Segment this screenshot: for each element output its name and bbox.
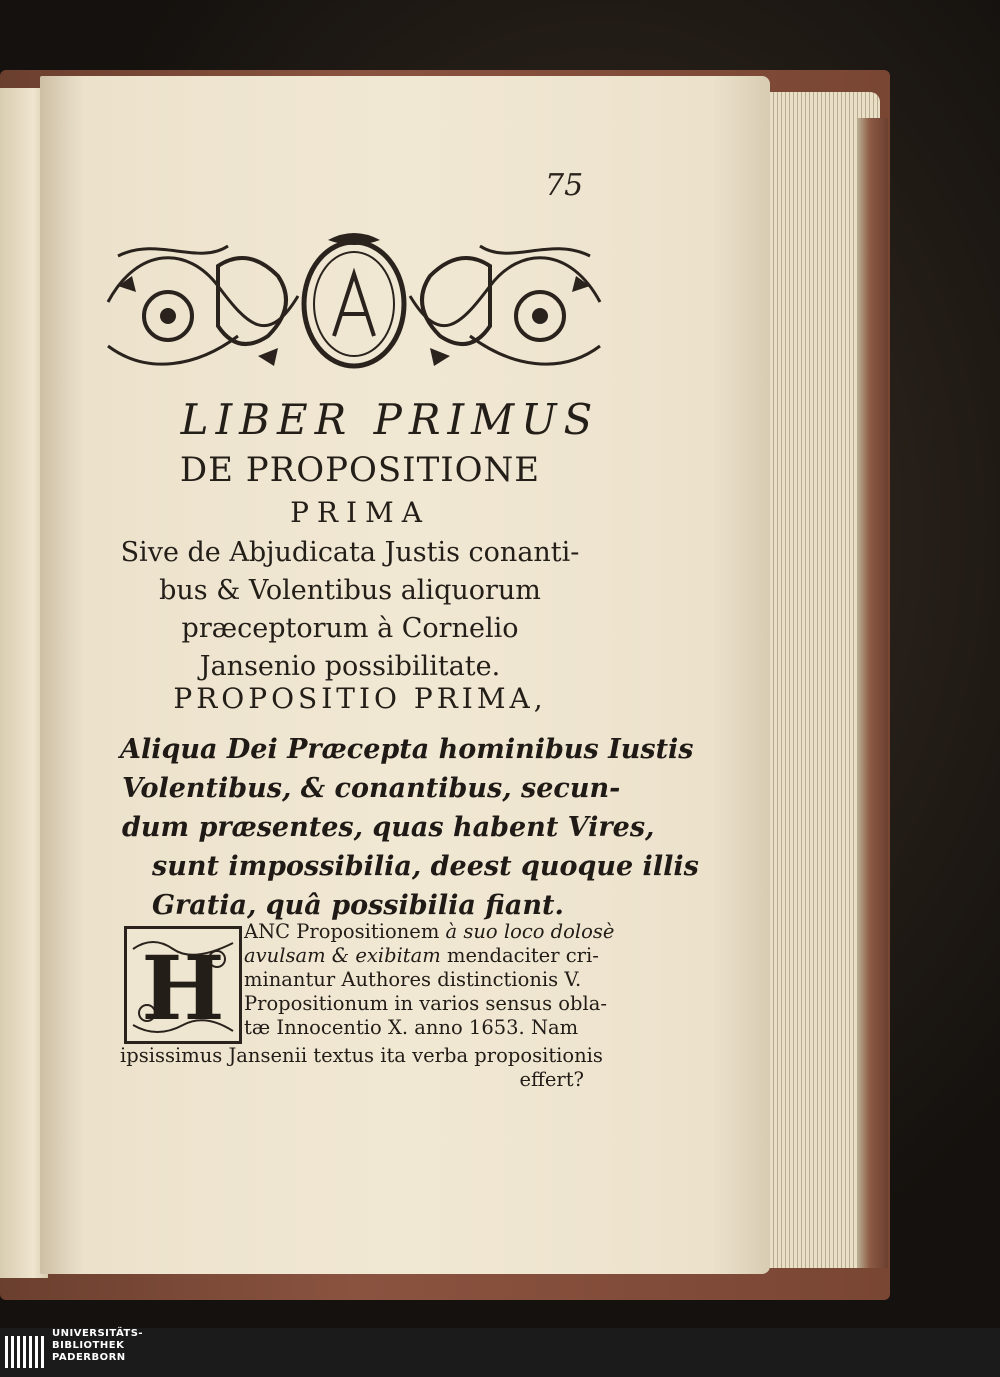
body-line: avulsam & exibitam mendaciter cri- — [244, 944, 599, 967]
decorated-initial — [124, 926, 242, 1044]
subtitle — [120, 534, 580, 686]
proposition-line: Aliqua Dei Præcepta hominibus Iustis — [120, 734, 694, 765]
proposition-text — [120, 730, 699, 925]
body-line: ANC Propositionem à suo loco dolosè — [244, 920, 615, 943]
section-title: DE PROPOSITIONE — [179, 450, 541, 490]
library-logo-icon — [5, 1332, 45, 1372]
body-line: Propositionum in varios sensus obla- — [244, 992, 607, 1015]
library-footer — [0, 1328, 1000, 1377]
body-line: ipsissimus Jansenii textus ita verba propositionis — [120, 1044, 603, 1067]
proposition-line: Volentibus, & conantibus, secun- — [122, 773, 621, 804]
subtitle-line: Sive de Abjudicata Justis conanti- — [120, 537, 580, 568]
subtitle-line: præceptorum à Cornelio — [181, 613, 519, 644]
library-name: UNIVERSITÄTS- BIBLIOTHEK PADERBORN — [52, 1328, 144, 1363]
proposition-line: sunt impossibilia, deest quoque illis — [152, 851, 699, 882]
dropcap-letter: H — [141, 936, 225, 1040]
proposition-line: Gratia, quâ possibilia fiant. — [152, 890, 564, 921]
woodcut-headpiece-ornament — [98, 226, 610, 378]
body-text-indented — [244, 920, 615, 1040]
cover-edge — [858, 118, 888, 1268]
proposition-line: dum præsentes, quas habent Vires, — [122, 812, 655, 843]
body-line: minantur Authores distinctionis V. — [244, 968, 582, 991]
body-line: effert? — [519, 1068, 584, 1091]
section-title-continued: PRIMA — [290, 496, 430, 529]
initial-ornament-icon — [127, 929, 239, 1041]
body-text-full — [120, 1044, 603, 1092]
subtitle-line: Jansenio possibilitate. — [199, 651, 501, 682]
book-title: LIBER PRIMUS — [180, 395, 600, 444]
subtitle-line: bus & Volentibus aliquorum — [159, 575, 541, 606]
page-number: 75 — [545, 168, 584, 203]
proposition-heading: PROPOSITIO PRIMA, — [173, 682, 547, 715]
body-line: tæ Innocentio X. anno 1653. Nam — [244, 1016, 579, 1039]
